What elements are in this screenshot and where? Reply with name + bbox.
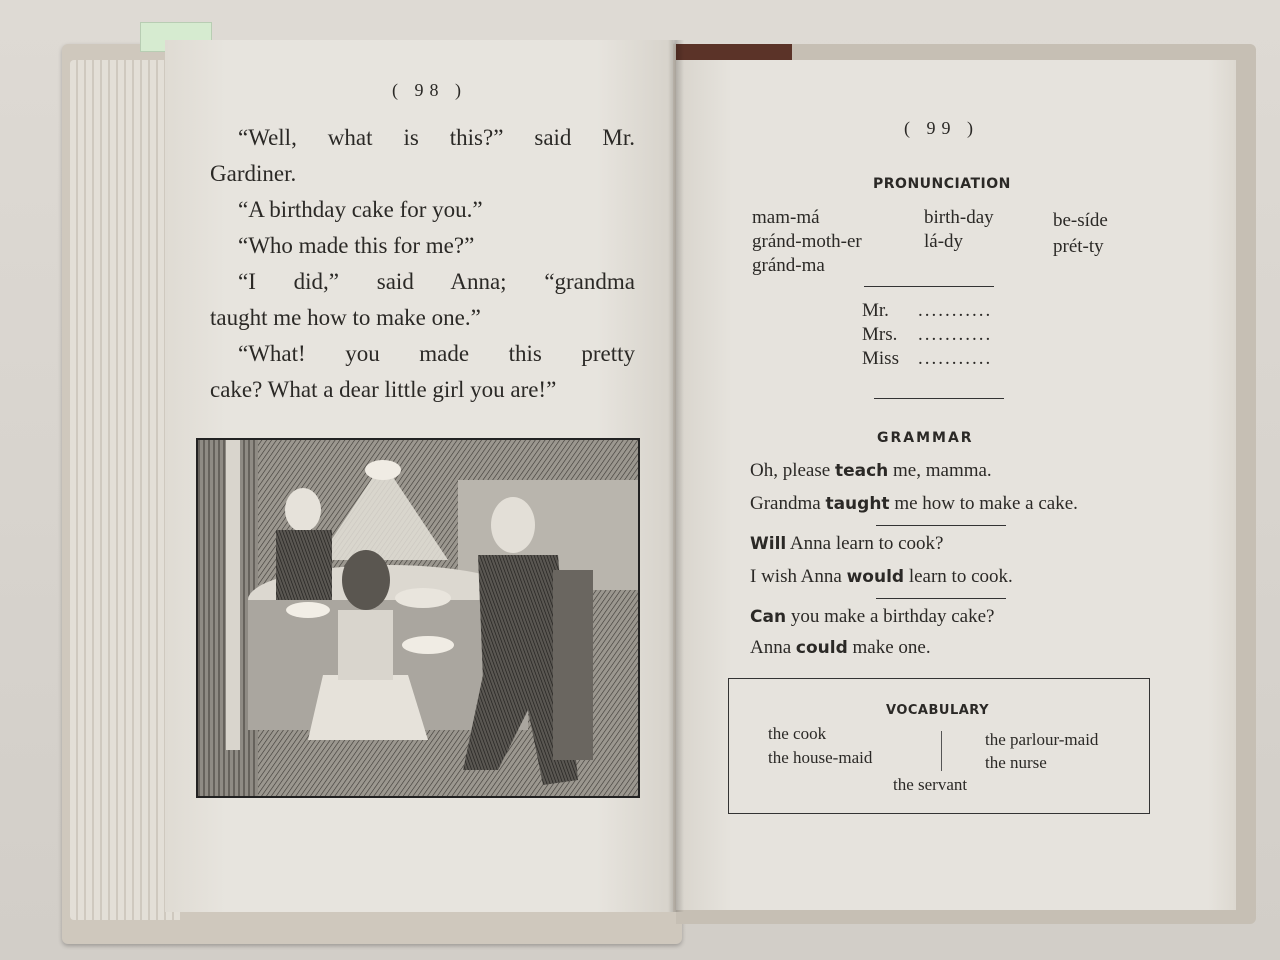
engraving-illustration bbox=[196, 438, 640, 798]
title-dots: ........... bbox=[918, 348, 993, 369]
pronunciation-word: prét-ty bbox=[1053, 236, 1104, 257]
pronunciation-word: mam-má bbox=[752, 207, 820, 228]
title-label: Mrs. bbox=[862, 324, 898, 345]
pronunciation-word: lá-dy bbox=[924, 231, 964, 252]
vocabulary-item: the parlour-maid bbox=[985, 730, 1099, 749]
pronunciation-col-3 bbox=[1053, 208, 1108, 260]
grammar-line: I wish Anna would learn to cook. bbox=[750, 566, 1013, 587]
story-line: “Who made this for me?” bbox=[238, 233, 475, 258]
title-label: Miss bbox=[862, 348, 899, 369]
pronunciation-word: gránd-ma bbox=[752, 255, 825, 276]
story-line: Gardiner. bbox=[210, 161, 297, 186]
story-line: taught me how to make one.” bbox=[210, 305, 481, 330]
title-row bbox=[862, 300, 993, 322]
vocabulary-divider bbox=[941, 731, 942, 771]
story-line: “A birthday cake for you.” bbox=[238, 197, 483, 222]
page-edges bbox=[70, 60, 180, 920]
divider-rule bbox=[876, 598, 1006, 599]
vocabulary-item: the house-maid bbox=[768, 748, 873, 767]
divider-rule bbox=[874, 398, 1004, 399]
grammar-line: Will Anna learn to cook? bbox=[750, 533, 944, 554]
pronunciation-word: gránd-moth-er bbox=[752, 231, 862, 252]
title-row bbox=[862, 348, 993, 370]
pronunciation-col-2 bbox=[924, 206, 994, 254]
grammar-line: Grandma taught me how to make a cake. bbox=[750, 493, 1078, 514]
story-line: “What! you made this pretty bbox=[238, 341, 635, 366]
divider-rule bbox=[876, 525, 1006, 526]
grammar-heading: GRAMMAR bbox=[877, 430, 974, 446]
vocabulary-item: the cook bbox=[768, 724, 827, 743]
pronunciation-col-1 bbox=[752, 206, 862, 278]
story-text bbox=[210, 120, 635, 408]
story-line: “Well, what is this?” said Mr. bbox=[238, 125, 635, 150]
book-gutter bbox=[668, 40, 684, 912]
vocabulary-item: the nurse bbox=[985, 753, 1047, 772]
title-row bbox=[862, 324, 993, 346]
vocabulary-heading: VOCABULARY bbox=[886, 703, 990, 718]
pronunciation-heading: PRONUNCIATION bbox=[873, 176, 1011, 192]
title-label: Mr. bbox=[862, 300, 889, 321]
page-number-right: ( 99 ) bbox=[904, 118, 979, 138]
divider-rule bbox=[864, 286, 994, 287]
title-dots: ........... bbox=[918, 300, 993, 321]
grammar-line: Can you make a birthday cake? bbox=[750, 606, 995, 627]
story-line: cake? What a dear little girl you are!” bbox=[210, 377, 557, 402]
title-dots: ........... bbox=[918, 324, 993, 345]
grammar-line: Oh, please teach me, mamma. bbox=[750, 460, 992, 481]
pronunciation-word: birth-day bbox=[924, 207, 994, 228]
page-number-left: ( 98 ) bbox=[392, 80, 467, 100]
story-line: “I did,” said Anna; “grandma bbox=[238, 269, 635, 294]
vocabulary-item: the servant bbox=[893, 775, 968, 794]
grammar-line: Anna could make one. bbox=[750, 637, 931, 658]
pronunciation-word: be-síde bbox=[1053, 210, 1108, 231]
